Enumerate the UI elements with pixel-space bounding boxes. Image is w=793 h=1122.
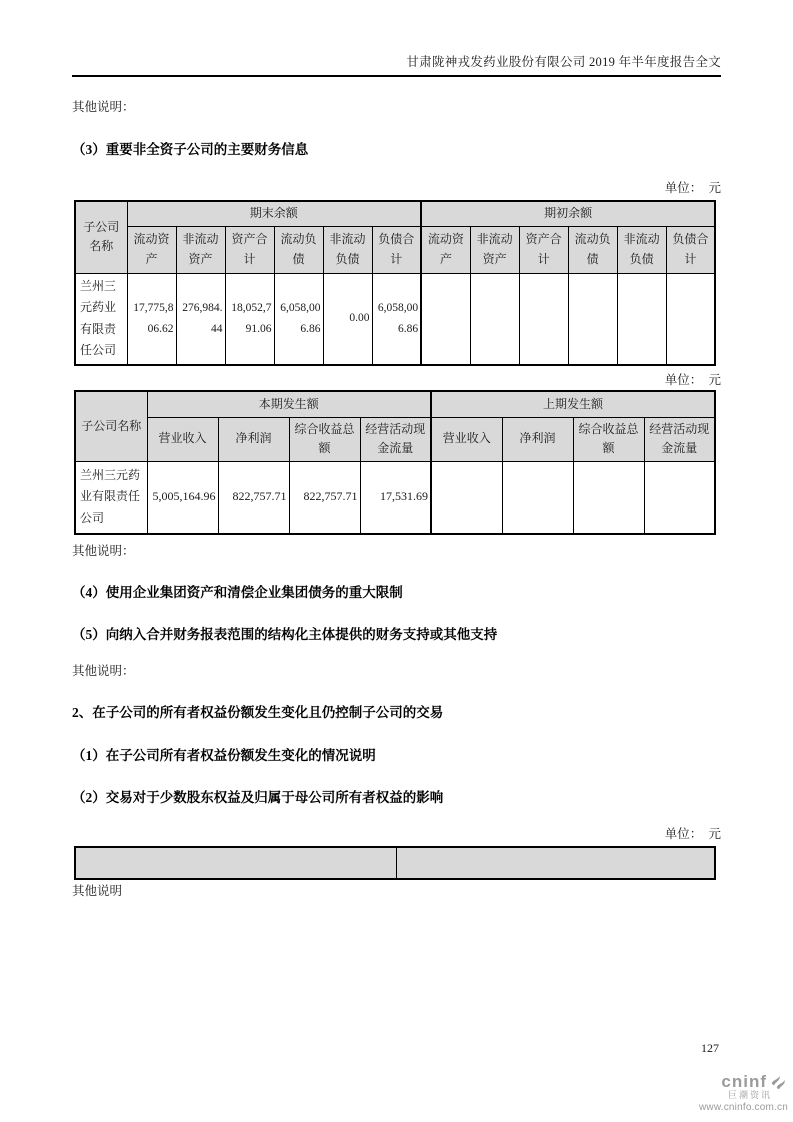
column-header: 负债合计 bbox=[372, 226, 421, 273]
unit-label-2: 单位： 元 bbox=[664, 373, 721, 387]
table-cell: 18,052,791.06 bbox=[225, 273, 274, 365]
table-cell: 6,058,006.86 bbox=[274, 273, 323, 365]
table-cell: 822,757.71 bbox=[218, 461, 289, 534]
other-note-label-2: 其他说明： bbox=[72, 544, 135, 558]
table-cell bbox=[568, 273, 617, 365]
column-header: 营业收入 bbox=[431, 417, 502, 461]
subsidiary-balance-table bbox=[74, 200, 716, 366]
table-cell: 6,058,006.86 bbox=[372, 273, 421, 365]
cninfo-logo-url: www.cninfo.com.cn bbox=[699, 1101, 788, 1113]
column-header: 资产合计 bbox=[225, 226, 274, 273]
table-cell: 276,984.44 bbox=[176, 273, 225, 365]
column-header: 经营活动现金流量 bbox=[644, 417, 715, 461]
column-header: 净利润 bbox=[218, 417, 289, 461]
column-header: 净利润 bbox=[502, 417, 573, 461]
table-cell bbox=[519, 273, 568, 365]
unit-label-1: 单位： 元 bbox=[664, 181, 721, 195]
column-header: 综合收益总额 bbox=[289, 417, 360, 461]
column-header: 营业收入 bbox=[147, 417, 218, 461]
page-header-title: 甘肃陇神戎发药业股份有限公司 2019 年半年度报告全文 bbox=[406, 55, 721, 69]
column-header: 非流动负债 bbox=[323, 226, 372, 273]
other-note-label-1: 其他说明： bbox=[72, 100, 135, 114]
other-note-label-3: 其他说明： bbox=[72, 664, 135, 678]
corner-header: 子公司名称 bbox=[75, 201, 127, 273]
column-header: 流动负债 bbox=[274, 226, 323, 273]
table-cell: 17,531.69 bbox=[360, 461, 431, 534]
table-cell bbox=[644, 461, 715, 534]
table-cell bbox=[666, 273, 715, 365]
table-cell: 17,775,806.62 bbox=[127, 273, 176, 365]
column-header: 流动资产 bbox=[127, 226, 176, 273]
empty-header-cell bbox=[75, 847, 396, 879]
section-heading-2-1: （1）在子公司所有者权益份额发生变化的情况说明 bbox=[72, 748, 376, 763]
minority-impact-table bbox=[74, 846, 716, 880]
table-cell: 822,757.71 bbox=[289, 461, 360, 534]
column-header: 非流动资产 bbox=[470, 226, 519, 273]
group-header-current-period: 本期发生额 bbox=[147, 391, 431, 417]
cninfo-logo bbox=[699, 1073, 788, 1113]
empty-header-cell bbox=[396, 847, 715, 879]
section-heading-5: （5）向纳入合并财务报表范围的结构化主体提供的财务支持或其他支持 bbox=[72, 627, 498, 642]
corner-header: 子公司名称 bbox=[75, 391, 147, 461]
table-cell bbox=[502, 461, 573, 534]
table-cell bbox=[431, 461, 502, 534]
table-cell bbox=[573, 461, 644, 534]
section-heading-2: 2、在子公司的所有者权益份额发生变化且仍控制子公司的交易 bbox=[72, 705, 444, 720]
cninfo-logo-chinese-name: 巨潮资讯 bbox=[727, 1089, 772, 1100]
table-cell bbox=[421, 273, 470, 365]
column-header: 流动负债 bbox=[568, 226, 617, 273]
table-cell bbox=[617, 273, 666, 365]
column-header: 负债合计 bbox=[666, 226, 715, 273]
column-header: 经营活动现金流量 bbox=[360, 417, 431, 461]
cninfo-logo-swoosh-icon bbox=[769, 1074, 788, 1090]
column-header: 非流动资产 bbox=[176, 226, 225, 273]
cninfo-logo-brand: cninf bbox=[721, 1072, 767, 1091]
subsidiary-name-cell: 兰州三元药业有限责任公司 bbox=[75, 273, 127, 365]
unit-label-3: 单位： 元 bbox=[664, 827, 721, 841]
other-note-label-4: 其他说明 bbox=[72, 884, 123, 898]
column-header: 流动资产 bbox=[421, 226, 470, 273]
subsidiary-name-cell: 兰州三元药业有限责任公司 bbox=[75, 461, 147, 534]
section-heading-4: （4）使用企业集团资产和清偿企业集团债务的重大限制 bbox=[72, 585, 403, 600]
group-header-prior-period: 上期发生额 bbox=[431, 391, 715, 417]
table-cell: 5,005,164.96 bbox=[147, 461, 218, 534]
subsidiary-profit-table bbox=[74, 390, 716, 535]
header-rule bbox=[72, 75, 721, 77]
column-header: 资产合计 bbox=[519, 226, 568, 273]
column-header: 非流动负债 bbox=[617, 226, 666, 273]
table-cell: 0.00 bbox=[323, 273, 372, 365]
column-header: 综合收益总额 bbox=[573, 417, 644, 461]
group-header-beginning-balance: 期初余额 bbox=[421, 201, 715, 226]
section-heading-3: （3）重要非全资子公司的主要财务信息 bbox=[72, 142, 309, 157]
table-cell bbox=[470, 273, 519, 365]
page-number: 127 bbox=[701, 1041, 719, 1055]
section-heading-2-2: （2）交易对于少数股东权益及归属于母公司所有者权益的影响 bbox=[72, 790, 444, 805]
group-header-ending-balance: 期末余额 bbox=[127, 201, 421, 226]
